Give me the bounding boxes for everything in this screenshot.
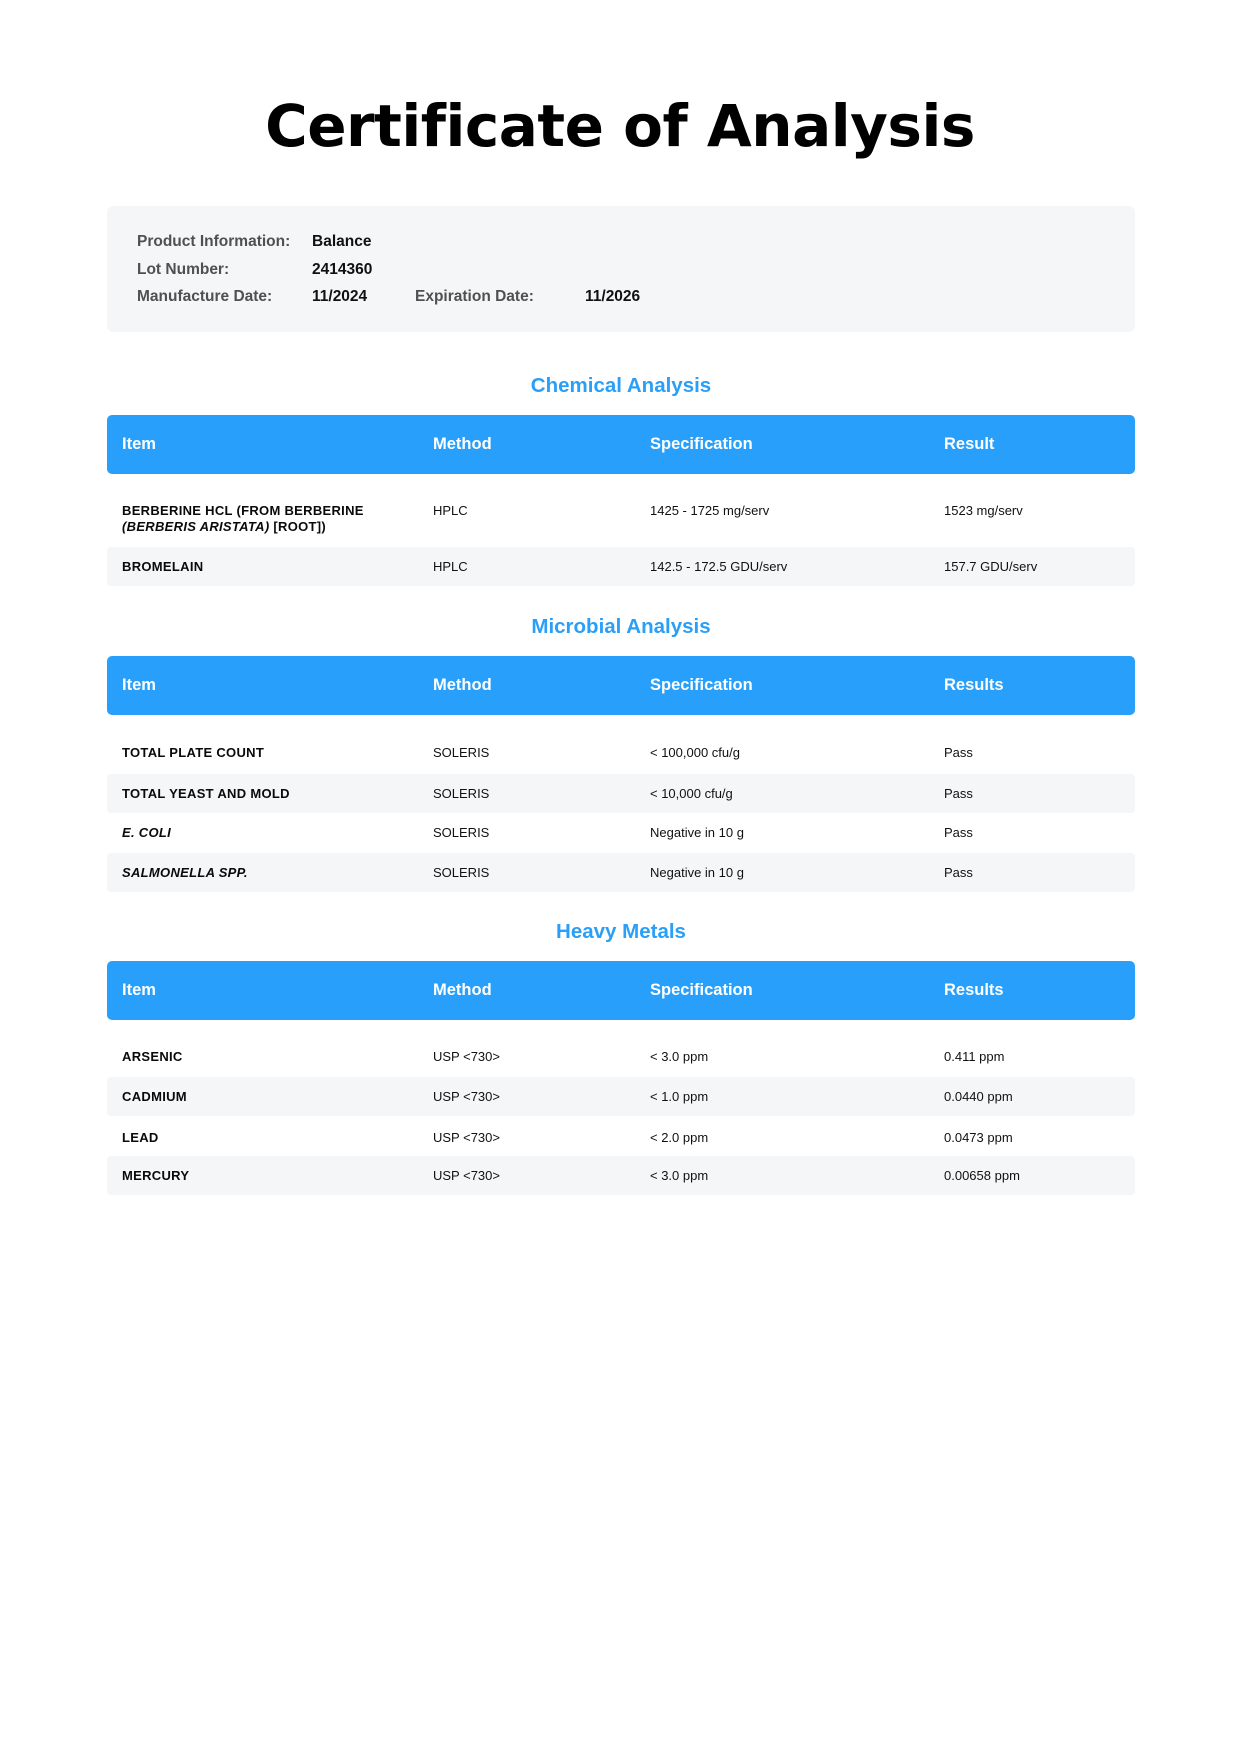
row-method: USP <730> [433,1168,500,1183]
header-item: Item [122,981,156,999]
row-item: TOTAL PLATE COUNT [122,745,265,760]
row-specification: < 2.0 ppm [650,1130,709,1145]
row-item-latin: (BERBERIS ARISTATA) [122,519,270,534]
lot-number-label: Lot Number: [137,261,230,278]
row-specification: < 100,000 cfu/g [650,745,740,760]
row-result: 0.00658 ppm [944,1168,1020,1183]
header-item: Item [122,435,156,453]
row-item [122,503,382,535]
row-specification: 1425 - 1725 mg/serv [650,503,770,518]
row-item: CADMIUM [122,1089,187,1104]
table-row [107,1037,1135,1076]
table-row [107,853,1135,892]
header-specification: Specification [650,435,753,453]
row-item: BROMELAIN [122,559,204,574]
row-item: ARSENIC [122,1049,183,1064]
row-specification: < 1.0 ppm [650,1089,709,1104]
microbial-analysis-title: Microbial Analysis [531,615,711,638]
row-method: USP <730> [433,1049,500,1064]
row-specification: < 3.0 ppm [650,1168,709,1183]
row-method: SOLERIS [433,865,490,880]
header-specification: Specification [650,676,753,694]
header-item: Item [122,676,156,694]
table-row [107,1156,1135,1195]
row-specification: < 10,000 cfu/g [650,786,733,801]
row-method: HPLC [433,503,468,518]
product-value: Balance [312,233,372,250]
row-item: LEAD [122,1130,159,1145]
header-results: Results [944,981,1004,999]
microbial-table-header [107,656,1135,715]
row-result: 0.0440 ppm [944,1089,1013,1104]
header-result: Result [944,435,995,453]
row-item: MERCURY [122,1168,190,1183]
row-result: 157.7 GDU/serv [944,559,1038,574]
row-method: SOLERIS [433,825,490,840]
row-result: Pass [944,786,973,801]
chemical-analysis-title: Chemical Analysis [530,374,712,397]
row-result: Pass [944,865,973,880]
table-row [107,1118,1135,1157]
header-results: Results [944,676,1004,694]
row-specification: 142.5 - 172.5 GDU/serv [650,559,788,574]
product-label: Product Information: [137,233,291,250]
row-specification: Negative in 10 g [650,865,744,880]
table-row [107,547,1135,586]
heavy-metals-title: Heavy Metals [556,920,686,943]
row-method: SOLERIS [433,786,490,801]
row-specification: Negative in 10 g [650,825,744,840]
row-result: 0.0473 ppm [944,1130,1013,1145]
manufacture-date-value: 11/2024 [312,288,368,305]
product-info-panel [107,206,1135,332]
expiration-date-label: Expiration Date: [415,288,534,305]
heavy-metals-table-header [107,961,1135,1020]
row-result: 1523 mg/serv [944,503,1023,518]
row-item: TOTAL YEAST AND MOLD [122,786,290,801]
lot-number-value: 2414360 [312,261,373,278]
header-method: Method [433,676,492,694]
table-row [107,491,1135,545]
row-result: 0.411 ppm [944,1049,1005,1064]
table-row [107,1077,1135,1116]
row-method: HPLC [433,559,468,574]
row-method: SOLERIS [433,745,490,760]
row-item-line2: [ROOT]) [269,519,327,534]
row-result: Pass [944,745,973,760]
table-row [107,733,1135,772]
header-specification: Specification [650,981,753,999]
page-title: Certificate of Analysis [265,92,975,160]
table-row [107,813,1135,852]
chemical-table-header [107,415,1135,474]
expiration-date-value: 11/2026 [585,288,641,305]
header-method: Method [433,435,492,453]
table-row [107,774,1135,813]
row-item: SALMONELLA SPP. [122,865,248,880]
row-item: E. COLI [122,825,172,840]
manufacture-date-label: Manufacture Date: [137,288,273,305]
row-result: Pass [944,825,973,840]
row-specification: < 3.0 ppm [650,1049,709,1064]
row-method: USP <730> [433,1089,500,1104]
row-method: USP <730> [433,1130,500,1145]
row-item-line1: BERBERINE HCL (FROM BERBERINE [122,503,364,518]
header-method: Method [433,981,492,999]
